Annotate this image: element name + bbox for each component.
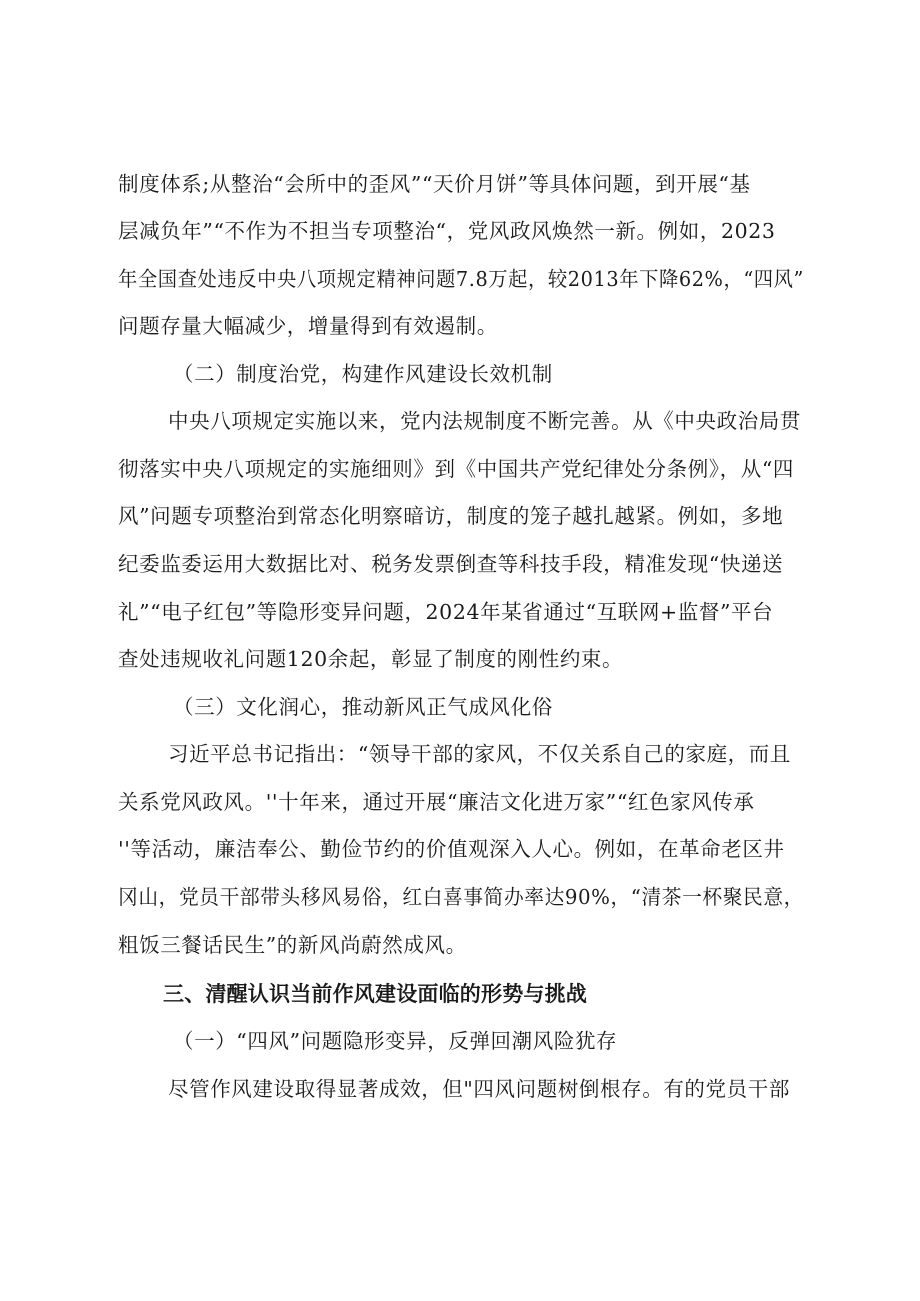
line-text: 年全国查处违反中央八项规定精神问题7.8万起，较2013年下降62%，“四风” (118, 267, 804, 291)
body-line (0, 164, 920, 204)
section-heading (0, 687, 920, 727)
body-line (0, 449, 920, 489)
body-line (0, 925, 920, 965)
line-text: 粗饭三餐话民生”的新风尚蔚然成风。 (118, 933, 467, 957)
section-heading (0, 354, 920, 394)
line-text: 礼”“电子红包”等隐形变异问题，2024年某省通过“互联网+监督”平台 (118, 600, 774, 624)
line-text: 中央八项规定实施以来，党内法规制度不断完善。从《中央政治局贯 (168, 409, 801, 433)
line-text: 冈山，党员干部带头移风易俗，红白喜事简办率达90%，“清茶一杯聚民意， (118, 885, 804, 909)
body-line (0, 496, 920, 536)
body-line (0, 211, 920, 251)
section-heading (0, 1021, 920, 1061)
line-text: 习近平总书记指出：“领导干部的家风，不仅关系自己的家庭，而且 (168, 742, 791, 766)
body-line (0, 734, 920, 774)
line-text: 关系党风政风。''十年来，通过开展“廉洁文化进万家”“红色家风传承 (118, 790, 755, 814)
line-text: 彻落实中央八项规定的实施细则》到《中国共产党纪律处分条例》，从“四 (118, 457, 795, 481)
body-line (0, 592, 920, 632)
line-text: 层减负年”“不作为不担当专项整治“，党风政风焕然一新。例如，2023 (118, 219, 776, 243)
heading-text: （三）文化润心，推动新风正气成风化俗 (173, 695, 553, 719)
body-line (0, 259, 920, 299)
heading-text: 三、清醒认识当前作风建设面临的形势与挑战 (163, 982, 587, 1006)
heading-text: （二）制度治党，构建作风建设长效机制 (173, 362, 553, 386)
line-text: ''等活动，廉洁奉公、勤俭节约的价值观深入人心。例如，在革命老区井 (118, 837, 785, 861)
line-text: 尽管作风建设取得显著成效，但"四风问题树倒根存。有的党员干部 (168, 1077, 790, 1101)
line-text: 纪委监委运用大数据比对、税务发票倒查等科技手段，精准发现“快递送 (118, 552, 784, 576)
body-line (0, 782, 920, 822)
body-line (0, 401, 920, 441)
body-line (0, 306, 920, 346)
chapter-heading (0, 974, 920, 1014)
heading-text: （一）“四风”问题隐形变异，反弹回潮风险犹存 (173, 1029, 618, 1053)
body-line (0, 544, 920, 584)
line-text: 查处违规收礼问题120余起，彰显了制度的刚性约束。 (118, 647, 624, 671)
body-line (0, 639, 920, 679)
line-text: 风”问题专项整治到常态化明察暗访，制度的笼子越扎越紧。例如，多地 (118, 504, 784, 528)
body-line (0, 877, 920, 917)
body-line (0, 1069, 920, 1109)
line-text: 制度体系;从整治“会所中的歪风”“天价月饼”等具体问题，到开展“基 (118, 172, 751, 196)
line-text: 问题存量大幅减少，增量得到有效遏制。 (118, 314, 498, 338)
body-line (0, 829, 920, 869)
